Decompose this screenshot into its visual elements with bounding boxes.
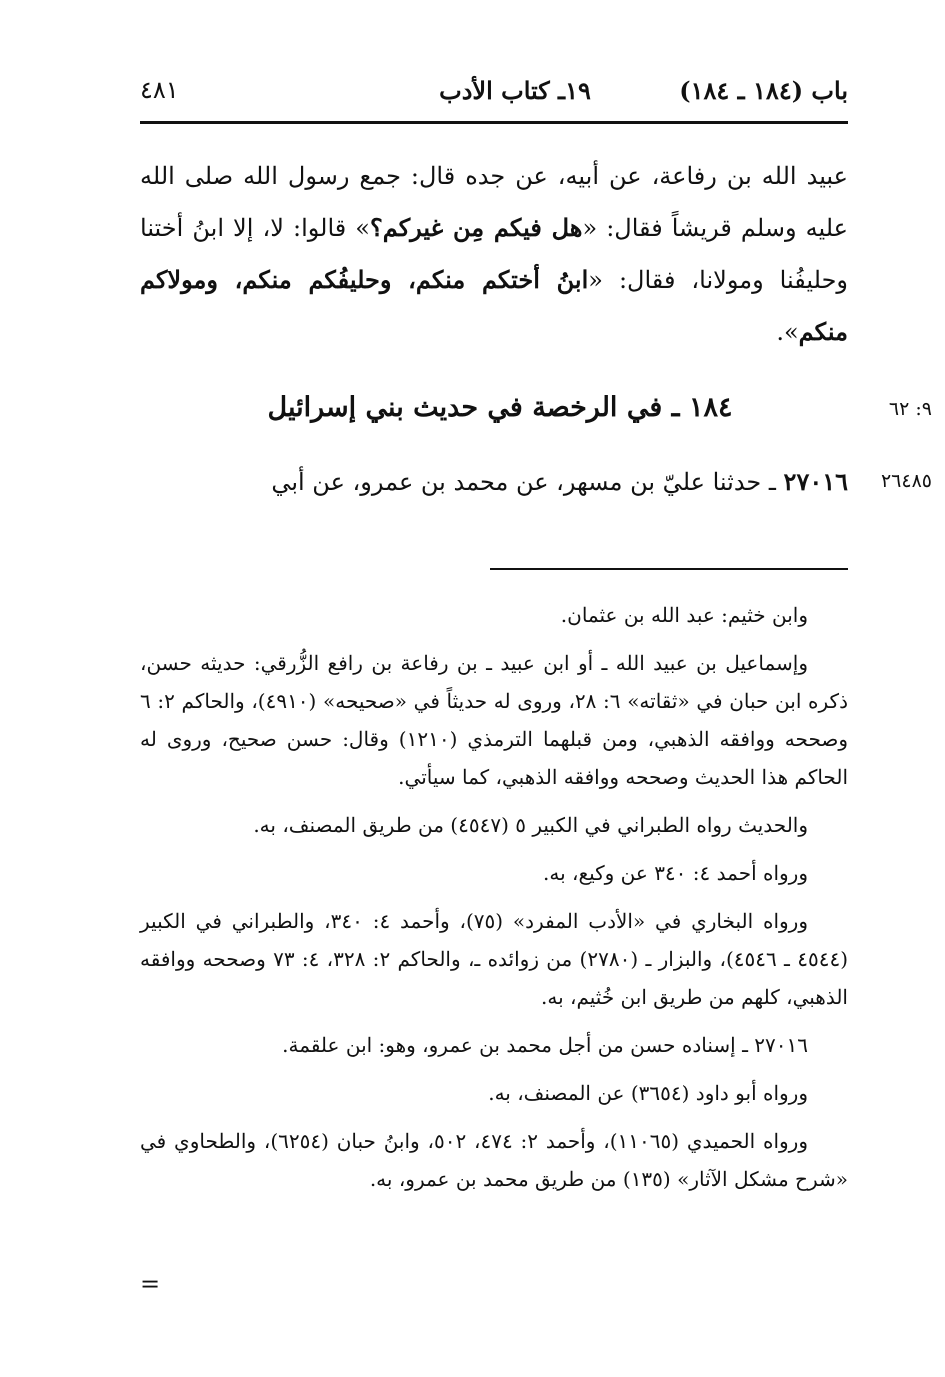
hadith-number: ٢٧٠١٦ xyxy=(783,467,848,496)
main-paragraph xyxy=(140,150,848,358)
page-header xyxy=(140,76,848,116)
book-title: ١٩ـ كتاب الأدب xyxy=(439,76,591,105)
quoted-bold: هل فيكم مِن غيركم؟ xyxy=(370,213,583,242)
hadith-line xyxy=(140,462,848,502)
chapter-title: ١٨٤ ـ في الرخصة في حديث بني إسرائيل xyxy=(267,392,733,423)
text-segment: عبيد الله بن رفاعة، عن أبيه، عن جده قال: جمع رسول الله صلى الله عليه وسلم قريشاً فقال: « xyxy=(140,162,848,242)
footnotes xyxy=(140,596,848,1208)
footnote-rule xyxy=(490,568,848,570)
text-segment: ». xyxy=(776,318,799,346)
continuation-mark: = xyxy=(140,1270,161,1298)
chapter-range: باب (١٨٤ ـ ١٨٤) xyxy=(679,76,848,105)
footnote: ٢٧٠١٦ ـ إسناده حسن من أجل محمد بن عمرو، وهو: ابن علقمة. xyxy=(282,1033,808,1057)
header-rule xyxy=(140,121,848,124)
footnote: ورواه أبو داود (٣٦٥٤) عن المصنف، به. xyxy=(488,1081,808,1105)
hadith-text: ـ حدثنا عليّ بن مسهر، عن محمد بن عمرو، عن أبي xyxy=(271,468,784,496)
quoted-bold: ابنُ أختكم منكم، وحليفُكم منكم، ومولاكم منكم xyxy=(140,265,848,346)
footnote: ورواه البخاري في «الأدب المفرد» (٧٥)، وأحمد ٤: ٣٤٠، والطبراني في الكبير (٤٥٤٤ ـ ٤٥٤٦)، والبزار ـ (٢٧٨٠) من زوائده ـ، والحاكم ٢: ٣٢٨، ٤: ٧٣ وصححه ووافقه الذهبي، كلهم من طريق ابن خُثيم، به. xyxy=(140,909,849,1009)
footnote: ورواه أحمد ٤: ٣٤٠ عن وكيع، به. xyxy=(542,861,808,885)
footnote: وابن خثيم: عبد الله بن عثمان. xyxy=(560,603,808,627)
main-text xyxy=(140,150,848,358)
text-segment: » قالوا: لا، إلا ابنُ أختنا وحليفُنا ومولانا، فقال: « xyxy=(140,214,848,294)
chapter-margin-ref: ٩: ٦٢ xyxy=(888,398,932,420)
hadith-margin-ref: ٢٦٤٨٥ xyxy=(880,470,932,492)
footnote: والحديث رواه الطبراني في الكبير ٥ (٤٥٤٧) من طريق المصنف، به. xyxy=(253,813,808,837)
page-number: ٤٨١ xyxy=(140,76,179,104)
footnote: ورواه الحميدي (١١٠٦٥)، وأحمد ٢: ٤٧٤، ٥٠٢، وابنُ حبان (٦٢٥٤)، والطحاوي في «شرح مشكل الآثار» (١٣٥) من طريق محمد بن عمرو، به. xyxy=(140,1129,848,1191)
footnote: وإسماعيل بن عبيد الله ـ أو ابن عبيد ـ بن رفاعة بن رافع الزُّرقي: حديثه حسن، ذكره ابن حبان في «ثقاته» ٦: ٢٨، وروى له حديثاً في «صحيحه» (٤٩١٠)، والحاكم ٢: ٦ وصححه ووافقه الذهبي، ومن قبلهما الترمذي (١٢١٠) وقال: حسن صحيح، وروى له الحاكم هذا الحديث وصححه ووافقه الذهبي، كما سيأتي. xyxy=(140,651,848,789)
